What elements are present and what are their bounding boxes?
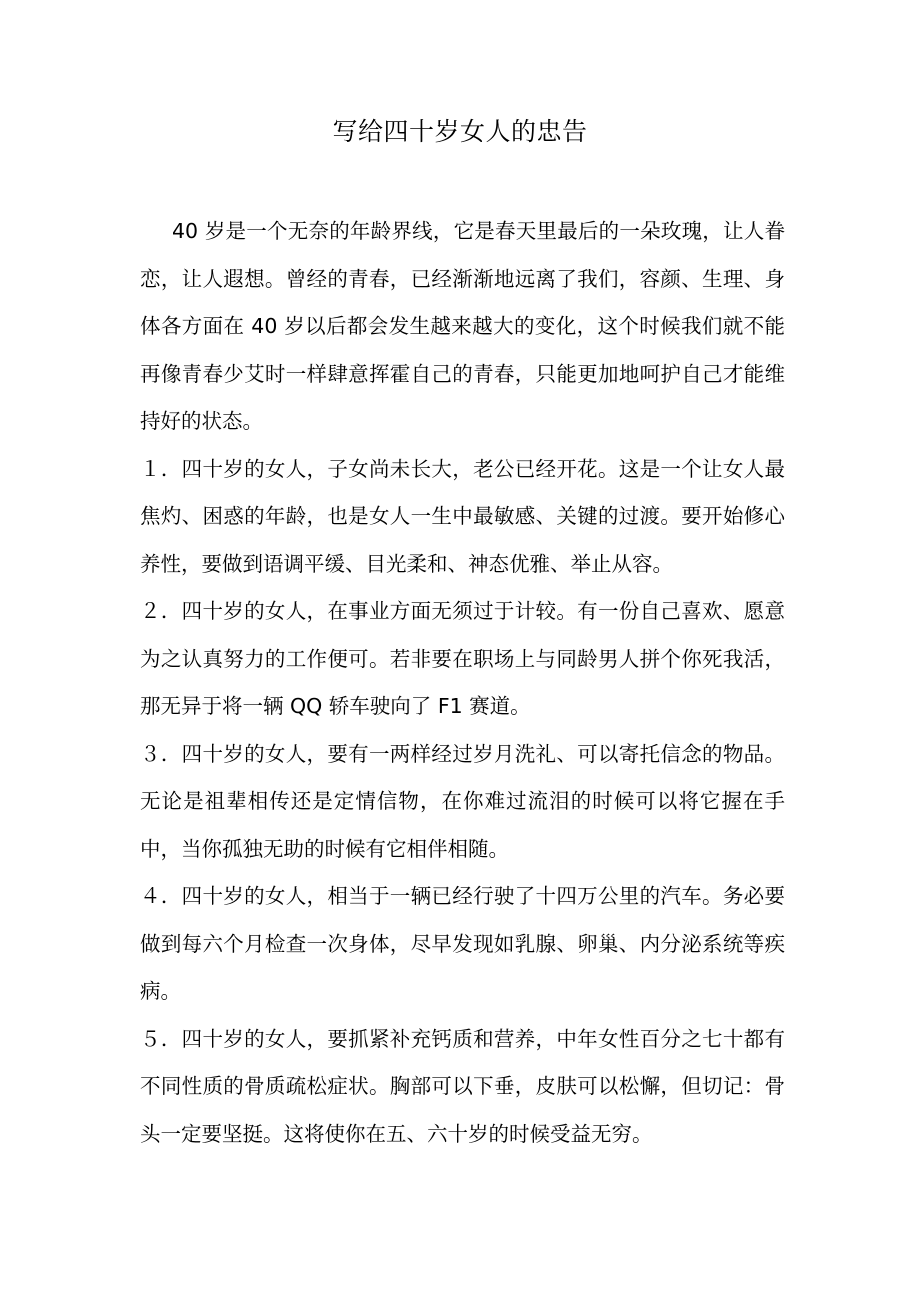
advice-point-3: ３．四十岁的女人，要有一两样经过岁月洗礼、可以寄托信念的物品。无论是祖辈相传还是定情信物，在你难过流泪的时候可以将它握在手中，当你孤独无助的时候有它相伴相随。 bbox=[140, 741, 785, 861]
advice-point-4: ４．四十岁的女人，相当于一辆已经行驶了十四万公里的汽车。务必要做到每六个月检查一次身体，尽早发现如乳腺、卵巢、内分泌系统等疾病。 bbox=[140, 884, 785, 1003]
document-title: 写给四十岁女人的忠告 bbox=[332, 117, 588, 146]
intro-paragraph: 40 岁是一个无奈的年龄界线，它是春天里最后的一朵玫瑰，让人眷恋，让人遐想。曾经的青春，已经渐渐地远离了我们，容颜、生理、身体各方面在 40 岁以后都会发生越来越大的变化，这个时候我们就不能再像青春少艾时一样肆意挥霍自己的青春，只能更加地呵护自己才能维持好的状态。 bbox=[140, 219, 785, 433]
advice-point-5: ５．四十岁的女人，要抓紧补充钙质和营养，中年女性百分之七十都有不同性质的骨质疏松症状。胸部可以下垂，皮肤可以松懈，但切记：骨头一定要坚挺。这将使你在五、六十岁的时候受益无穷。 bbox=[140, 1026, 785, 1146]
advice-point-1: １．四十岁的女人，子女尚未长大，老公已经开花。这是一个让女人最焦灼、困惑的年龄，也是女人一生中最敏感、关键的过渡。要开始修心养性，要做到语调平缓、目光柔和、神态优雅、举止从容。 bbox=[140, 456, 785, 576]
document-body bbox=[140, 208, 785, 1158]
advice-point-2: ２．四十岁的女人，在事业方面无须过于计较。有一份自己喜欢、愿意为之认真努力的工作便可。若非要在职场上与同龄男人拼个你死我活，那无异于将一辆 QQ 轿车驶向了 F1 赛道。 bbox=[140, 599, 785, 718]
